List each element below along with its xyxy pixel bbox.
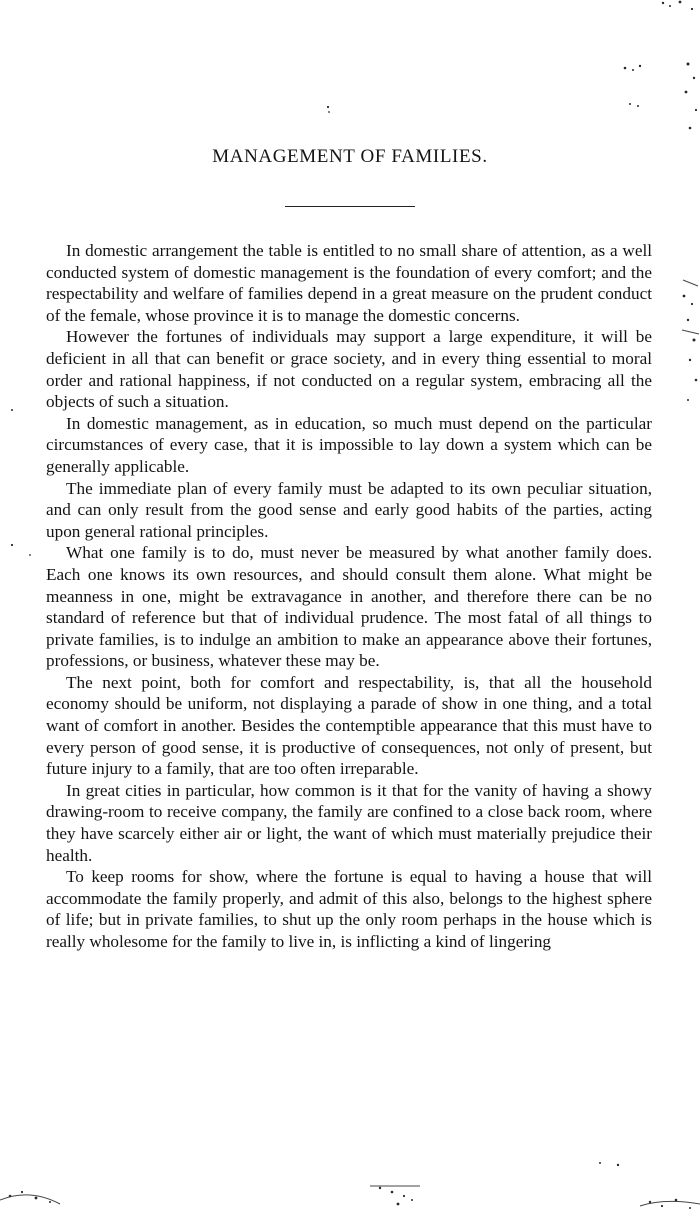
paragraph: The immediate plan of every family must be adapted to its own peculiar situation, and can only result from the good sense and early good habits of the parties, acting upon general rational principles. [46, 478, 652, 541]
chapter-title: MANAGEMENT OF FAMILIES. [212, 146, 488, 167]
chapter-body [46, 240, 652, 953]
paragraph: What one family is to do, must never be measured by what another family does. Each one knows its own resources, and should consult them alone. What might be meanness in one, might be extravagance in another, and therefore there can be no standard of reference but that of individual prudence. The most fatal of all things to private families, is to indulge an ambition to make an appearance above their fortunes, professions, or business, whatever these may be. [46, 543, 652, 671]
paragraph: In domestic management, as in education, so much must depend on the particular circumstances of every case, that it is impossible to lay down a system which can be generally applicable. [46, 413, 652, 476]
paragraph: However the fortunes of individuals may support a large expenditure, it will be deficient in all that can benefit or grace society, and in every thing essential to moral order and rational happiness, if not conducted on a regular system, embracing all the objects of such a situation. [46, 327, 652, 412]
paragraph: To keep rooms for show, where the fortune is equal to having a house that will accommodate the family properly, and admit of this also, belongs to the highest sphere of life; but in private families, to shut up the only room perhaps in the house which is really wholesome for the family to live in, is inflicting a kind of lingering [46, 867, 652, 951]
paragraph: The next point, both for comfort and respectability, is, that all the household economy should be uniform, not displaying a parade of show in one thing, and a total want of comfort in another. Besides the contemptible appearance that this must have to every person of good sense, it is productive of consequences, not only of present, but future injury to a family, that are too often irreparable. [46, 672, 652, 779]
title-divider [285, 206, 415, 207]
paragraph: In domestic arrangement the table is entitled to no small share of attention, as a well conducted system of domestic management is the foundation of every comfort; and the respectability and welfare of families depend in a great measure on the prudent conduct of the female, whose province it is to manage the domestic concerns. [46, 241, 652, 325]
paragraph: In great cities in particular, how common is it that for the vanity of having a showy drawing-room to receive company, the family are confined to a close back room, where they have scarcely either air or light, the want of which must materially prejudice their health. [46, 780, 652, 865]
